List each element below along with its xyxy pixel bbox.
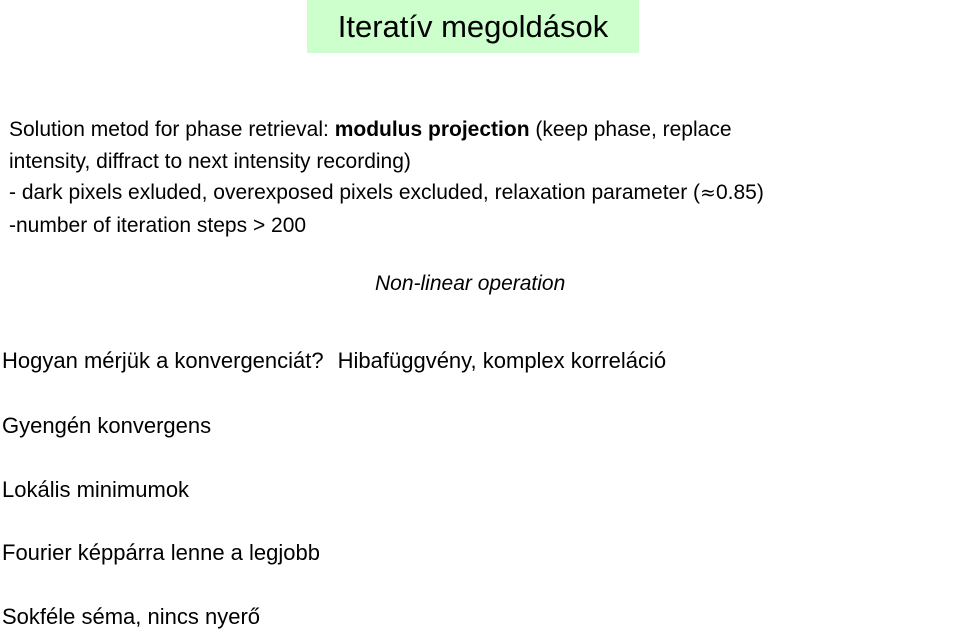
non-linear-note: Non-linear operation	[375, 272, 566, 295]
point-item: Sokféle séma, nincs nyerő	[2, 604, 261, 629]
intro-line-1-bold: modulus projection	[334, 118, 530, 141]
intro-line-1-prefix: Solution metod for phase retrieval:	[9, 118, 335, 141]
point-item: Gyengén konvergens	[2, 413, 212, 438]
point-item: Lokális minimumok	[2, 477, 190, 502]
point-item: Fourier képpárra lenne a legjobb	[2, 540, 320, 565]
intro-line-1-suffix: (keep phase, replace	[529, 118, 732, 141]
intro-line-3-prefix: - dark pixels exluded, overexposed pixels excluded, relaxation parameter (	[9, 181, 701, 204]
approx-symbol: ≈	[700, 182, 716, 204]
intro-line-3-suffix: 0.85)	[715, 181, 764, 204]
intro-line-1	[9, 114, 957, 146]
slide-title	[307, 0, 639, 53]
intro-paragraph	[9, 114, 957, 241]
convergence-answer: Hibafüggvény, komplex korreláció	[337, 348, 667, 373]
intro-line-4: -number of iteration steps > 200	[9, 213, 307, 237]
intro-line-2: intensity, diffract to next intensity recording)	[9, 149, 411, 173]
intro-line-3	[9, 177, 957, 210]
convergence-question-row	[2, 348, 666, 374]
slide-title-text: Iteratív megoldások	[337, 8, 609, 44]
convergence-question: Hogyan mérjük a konvergenciát?	[2, 348, 324, 373]
